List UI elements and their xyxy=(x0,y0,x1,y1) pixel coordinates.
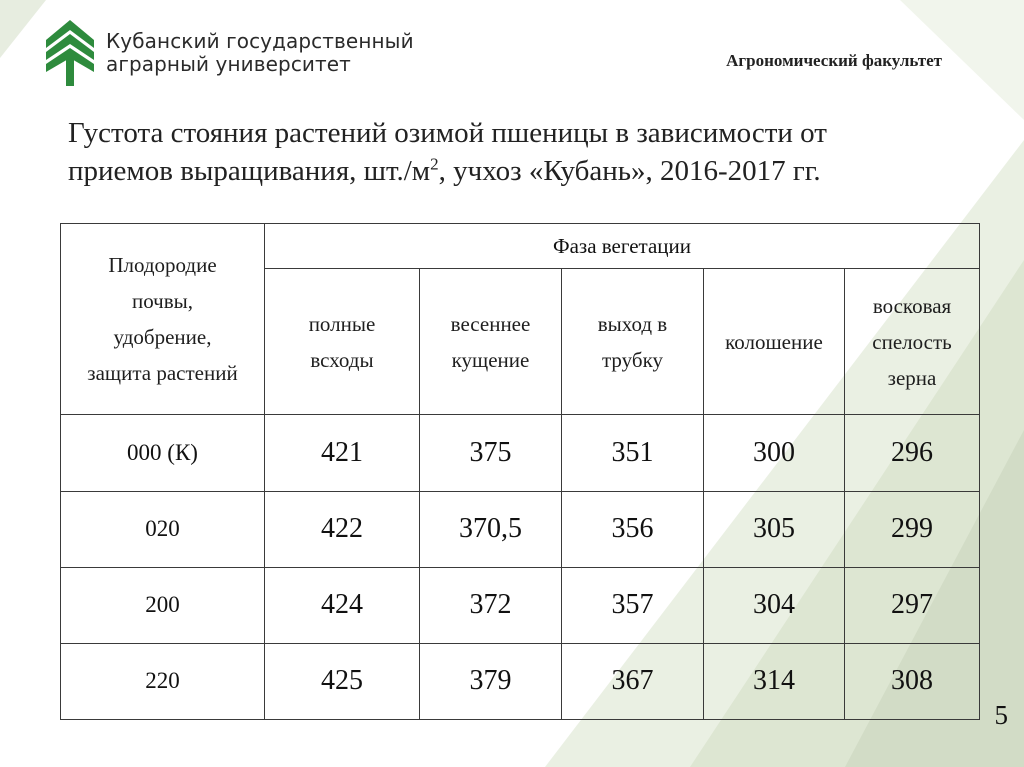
table-cell: 300 xyxy=(704,415,845,491)
phase-header-line: всходы xyxy=(310,347,374,372)
phase-header-line: кущение xyxy=(451,347,530,372)
phase-header-line: зерна xyxy=(887,365,937,390)
table-cell: 305 xyxy=(704,491,845,567)
row-label: 220 xyxy=(61,643,265,719)
title-line2-text: приемов выращивания, шт./м xyxy=(68,155,431,187)
table-cell: 299 xyxy=(845,491,980,567)
density-table xyxy=(60,223,980,720)
phase-header-line: весеннее xyxy=(450,311,531,336)
university-name-line1: Кубанский государственный xyxy=(106,29,414,53)
phase-header-line: восковая xyxy=(872,293,952,318)
table-cell: 351 xyxy=(562,415,704,491)
table-cell: 367 xyxy=(562,643,704,719)
university-logo xyxy=(44,18,96,88)
table-cell: 296 xyxy=(845,415,980,491)
university-name xyxy=(106,30,414,76)
table-cell: 422 xyxy=(265,491,420,567)
row-label: 020 xyxy=(61,491,265,567)
phase-header-full-sprouts xyxy=(265,269,420,415)
logo-emblem-icon xyxy=(44,18,96,88)
table-row xyxy=(61,567,980,643)
phase-header-line: колошение xyxy=(725,329,823,354)
table-cell: 370,5 xyxy=(420,491,562,567)
slide-title xyxy=(68,114,968,190)
table-cell: 421 xyxy=(265,415,420,491)
title-line1: Густота стояния растений озимой пшеницы в зависимости от xyxy=(68,117,827,149)
page-number: 5 xyxy=(994,700,1008,730)
table-cell: 314 xyxy=(704,643,845,719)
row-header-line: почвы, xyxy=(131,289,194,314)
phase-header-heading xyxy=(704,269,845,415)
bg-band-top-left xyxy=(0,0,46,58)
university-name-line2: аграрный университет xyxy=(106,52,351,76)
row-header-cell xyxy=(61,224,265,415)
row-label: 200 xyxy=(61,567,265,643)
table-row xyxy=(61,491,980,567)
row-label: 000 (К) xyxy=(61,415,265,491)
table-cell: 379 xyxy=(420,643,562,719)
table-row xyxy=(61,643,980,719)
title-superscript: 2 xyxy=(430,154,439,174)
table-cell: 356 xyxy=(562,491,704,567)
table-cell: 308 xyxy=(845,643,980,719)
title-line2-suffix: , учхоз «Кубань», 2016-2017 гг. xyxy=(438,155,821,187)
table-cell: 425 xyxy=(265,643,420,719)
phase-header-wax-ripeness xyxy=(845,269,980,415)
table-cell: 357 xyxy=(562,567,704,643)
table-cell: 297 xyxy=(845,567,980,643)
table-cell: 372 xyxy=(420,567,562,643)
phase-header-line: выход в xyxy=(597,311,668,336)
row-header-line: защита растений xyxy=(87,361,238,386)
table-cell: 424 xyxy=(265,567,420,643)
table-row xyxy=(61,415,980,491)
table-cell: 304 xyxy=(704,567,845,643)
phase-header-line: спелость xyxy=(872,329,952,354)
phase-header-stem-extension xyxy=(562,269,704,415)
row-header-line: Плодородие xyxy=(108,253,217,278)
row-header-line: удобрение, xyxy=(113,325,212,350)
phase-group-header: Фаза вегетации xyxy=(265,224,980,269)
table-cell: 375 xyxy=(420,415,562,491)
phase-header-spring-tillering xyxy=(420,269,562,415)
phase-header-line: трубку xyxy=(602,347,663,372)
phase-header-line: полные xyxy=(308,311,376,336)
faculty-name: Агрономический факультет xyxy=(726,51,942,70)
title-line2 xyxy=(68,152,968,190)
